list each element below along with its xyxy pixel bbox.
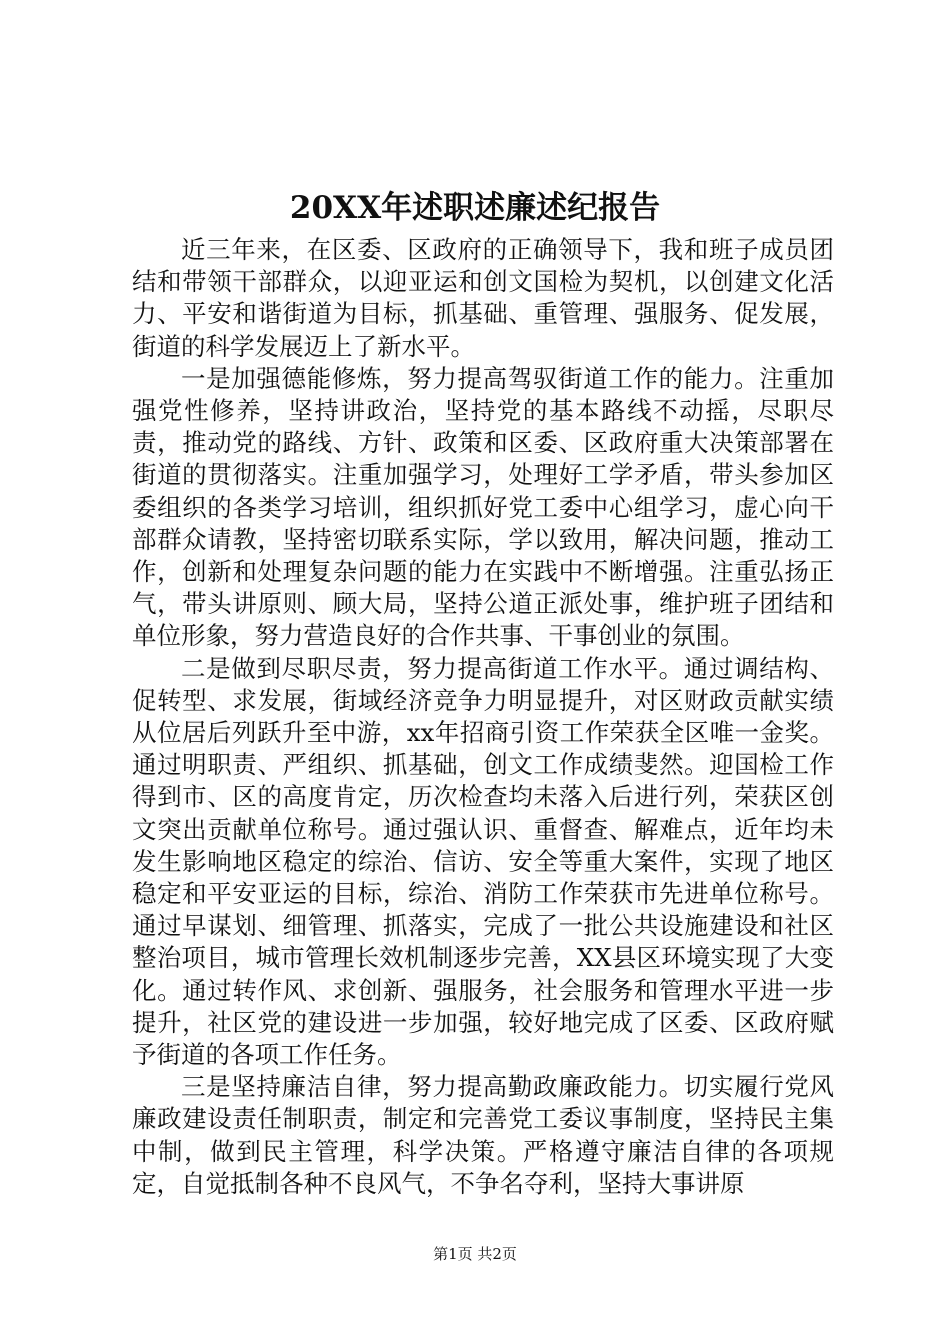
paragraph-intro: 近三年来，在区委、区政府的正确领导下，我和班子成员团结和带领干部群众，以迎亚运和创文国检为契机，以创建文化活力、平安和谐街道为目标，抓基础、重管理、强服务、促发展，街道的科学发展迈上了新水平。 bbox=[132, 235, 834, 361]
paragraph-point-one: 一是加强德能修炼，努力提高驾驭街道工作的能力。注重加强党性修养，坚持讲政治，坚持党的基本路线不动摇，尽职尽责，推动党的路线、方针、政策和区委、区政府重大决策部署在街道的贯彻落实。注重加强学习，处理好工学矛盾，带头参加区委组织的各类学习培训，组织抓好党工委中心组学习，虚心向干部群众请教，坚持密切联系实际，学以致用，解决问题，推动工作，创新和处理复杂问题的能力在实践中不断增强。注重弘扬正气，带头讲原则、顾大局，坚持公道正派处事，维护班子团结和单位形象，努力营造良好的合作共事、干事创业的氛围。 bbox=[132, 363, 834, 651]
document-body bbox=[132, 234, 834, 1200]
document-title: 20XX年述职述廉述纪报告 bbox=[289, 190, 661, 226]
paragraph-point-two: 二是做到尽职尽责，努力提高街道工作水平。通过调结构、促转型、求发展，街域经济竞争力明显提升，对区财政贡献实绩从位居后列跃升至中游，xx年招商引资工作荣获全区唯一金奖。通过明职责、严组织、抓基础，创文工作成绩斐然。迎国检工作得到市、区的高度肯定，历次检查均未落入后进行列，荣获区创文突出贡献单位称号。通过强认识、重督查、解难点，近年均未发生影响地区稳定的综治、信访、安全等重大案件，实现了地区稳定和平安亚运的目标，综治、消防工作荣获市先进单位称号。通过早谋划、细管理、抓落实，完成了一批公共设施建设和社区整治项目，城市管理长效机制逐步完善，XX县区环境实现了大变化。通过转作风、求创新、强服务，社会服务和管理水平进一步提升，社区党的建设进一步加强，较好地完成了区委、区政府赋予街道的各项工作任务。 bbox=[132, 653, 834, 1070]
paragraph-point-three: 三是坚持廉洁自律，努力提高勤政廉政能力。切实履行党风廉政建设责任制职责，制定和完善党工委议事制度，坚持民主集中制，做到民主管理，科学决策。严格遵守廉洁自律的各项规定，自觉抵制各种不良风气，不争名夺利，坚持大事讲原 bbox=[132, 1072, 834, 1198]
page-number-footer: 第1页 共2页 bbox=[433, 1245, 517, 1263]
